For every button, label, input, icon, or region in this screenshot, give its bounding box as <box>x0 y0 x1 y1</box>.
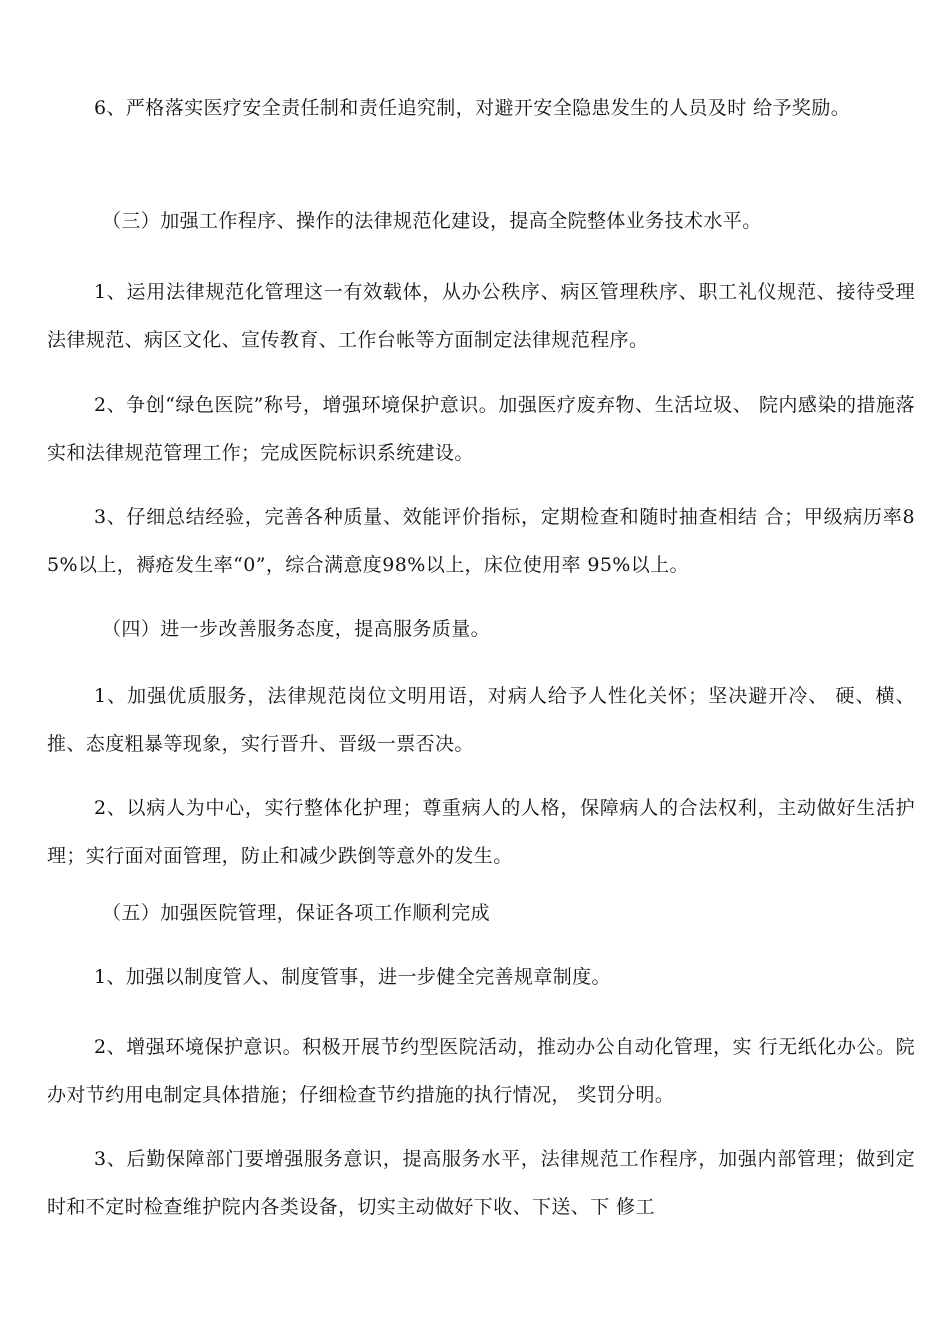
paragraph-patient-centered: 2、以病人为中心，实行整体化护理；尊重病人的人格，保障病人的合法权利，主动做好生活护理；实行面对面管理，防止和减少跌倒等意外的发生。 <box>47 797 915 867</box>
section-heading-5: （五）加强医院管理，保证各项工作顺利完成 <box>102 902 491 924</box>
section-heading-4: （四）进一步改善服务态度，提高服务质量。 <box>102 618 491 640</box>
paragraph-safety-reward: 6、严格落实医疗安全责任制和责任追究制，对避开安全隐患发生的人员及时 给予奖励。 <box>94 97 851 119</box>
paragraph-legal-management: 1、运用法律规范化管理这一有效载体，从办公秩序、病区管理秩序、职工礼仪规范、接待受理法律规范、病区文化、宣传教育、工作台帐等方面制定法律规范程序。 <box>47 281 915 351</box>
paragraph-green-hospital: 2、争创“绿色医院”称号，增强环境保护意识。加强医疗废弃物、生活垃圾、 院内感染的措施落实和法律规范管理工作；完成医院标识系统建设。 <box>47 394 915 464</box>
paragraph-logistics: 3、后勤保障部门要增强服务意识，提高服务水平，法律规范工作程序，加强内部管理；做到定时和不定时检查维护院内各类设备，切实主动做好下收、下送、下 修工 <box>47 1148 915 1218</box>
section-heading-3: （三）加强工作程序、操作的法律规范化建设，提高全院整体业务技术水平。 <box>102 210 762 232</box>
paragraph-quality-service: 1、加强优质服务，法律规范岗位文明用语，对病人给予人性化关怀；坚决避开冷、 硬、横、推、态度粗暴等现象，实行晋升、晋级一票否决。 <box>47 685 915 755</box>
paragraph-energy-saving: 2、增强环境保护意识。积极开展节约型医院活动，推动办公自动化管理，实 行无纸化办公。院办对节约用电制定具体措施；仔细检查节约措施的执行情况， 奖罚分明。 <box>47 1036 915 1106</box>
paragraph-quality-indicators: 3、仔细总结经验，完善各种质量、效能评价指标，定期检查和随时抽查相结 合；甲级病历率85%以上，褥疮发生率“0”，综合满意度98%以上，床位使用率 95%以上。 <box>47 506 915 576</box>
paragraph-regulations: 1、加强以制度管人、制度管事，进一步健全完善规章制度。 <box>94 966 611 988</box>
